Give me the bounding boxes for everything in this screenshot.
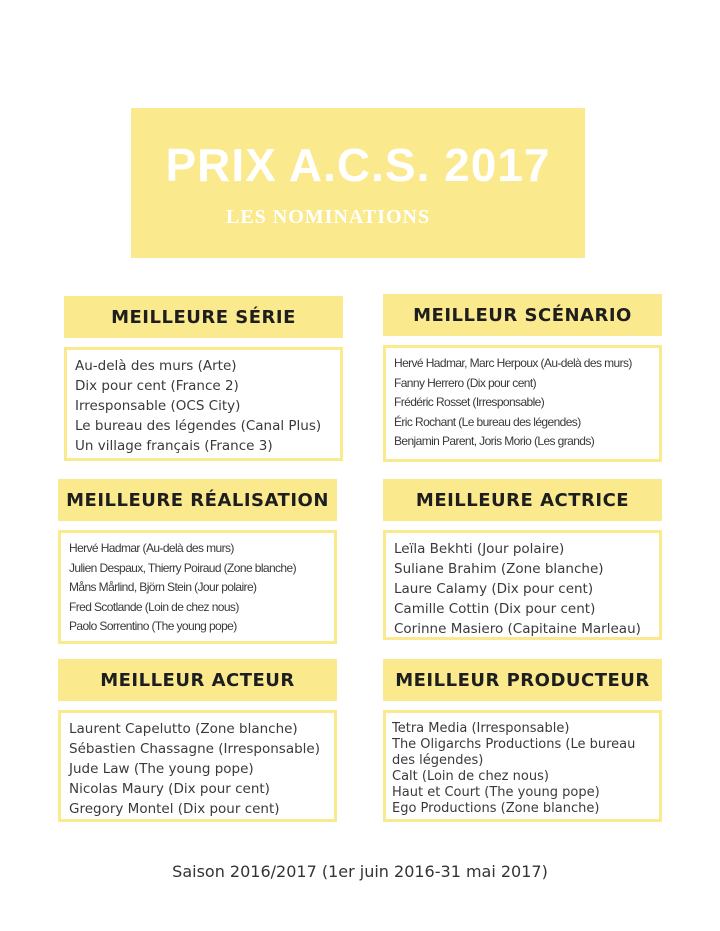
list-item: Sébastien Chassagne (Irresponsable) xyxy=(69,741,321,757)
list-item: Un village français (France 3) xyxy=(75,438,273,454)
list-item: Julien Despaux, Thierry Poiraud (Zone blanche) xyxy=(69,560,296,575)
list-item: Dix pour cent (France 2) xyxy=(75,378,239,394)
list-item: Au-delà des murs (Arte) xyxy=(75,358,237,374)
category-header-scenario: MEILLEUR SCÉNARIO xyxy=(383,294,662,336)
list-item: Corinne Masiero (Capitaine Marleau) xyxy=(394,621,641,637)
list-item: Benjamin Parent, Joris Morio (Les grands) xyxy=(394,434,595,448)
list-item: Suliane Brahim (Zone blanche) xyxy=(394,561,604,577)
list-item: The Oligarchs Productions (Le bureau des légendes) xyxy=(392,737,636,768)
list-item: Haut et Court (The young pope) xyxy=(392,785,600,800)
list-item: Gregory Montel (Dix pour cent) xyxy=(69,801,280,817)
list-item: Tetra Media (Irresponsable) xyxy=(392,721,570,736)
list-item: Laure Calamy (Dix pour cent) xyxy=(394,581,594,597)
category-header-producteur: MEILLEUR PRODUCTEUR xyxy=(383,659,662,701)
list-item: Hervé Hadmar (Au-delà des murs) xyxy=(69,541,234,555)
category-list-serie xyxy=(64,347,343,461)
list-item: Irresponsable (OCS City) xyxy=(75,398,241,414)
list-item: Leïla Bekhti (Jour polaire) xyxy=(394,541,565,557)
category-list-scenario xyxy=(383,345,662,462)
list-item: Nicolas Maury (Dix pour cent) xyxy=(69,781,270,797)
list-item: Fanny Herrero (Dix pour cent) xyxy=(394,375,536,390)
category-header-actrice: MEILLEURE ACTRICE xyxy=(383,479,662,521)
list-item: Calt (Loin de chez nous) xyxy=(392,769,549,784)
category-header-serie: MEILLEURE SÉRIE xyxy=(64,296,343,338)
page-title: PRIX A.C.S. 2017 xyxy=(165,139,551,191)
list-item: Jude Law (The young pope) xyxy=(69,761,254,777)
list-item: Frédéric Rosset (Irresponsable) xyxy=(394,395,545,409)
list-item: Fred Scotlande (Loin de chez nous) xyxy=(69,599,239,614)
list-item: Hervé Hadmar, Marc Herpoux (Au-delà des murs) xyxy=(394,356,632,370)
category-header-realisation: MEILLEURE RÉALISATION xyxy=(58,479,337,521)
season-footer: Saison 2016/2017 (1er juin 2016-31 mai 2017) xyxy=(172,862,548,881)
page-subtitle: LES NOMINATIONS xyxy=(226,206,431,228)
list-item: Paolo Sorrentino (The young pope) xyxy=(69,619,237,633)
category-list-producteur xyxy=(383,710,662,822)
category-list-actrice xyxy=(383,530,662,640)
list-item: Ego Productions (Zone blanche) xyxy=(392,801,600,816)
list-item: Måns Mårlind, Björn Stein (Jour polaire) xyxy=(69,580,257,594)
list-item: Éric Rochant (Le bureau des légendes) xyxy=(394,414,581,429)
category-header-acteur: MEILLEUR ACTEUR xyxy=(58,659,337,701)
category-list-acteur xyxy=(58,710,337,822)
list-item: Laurent Capelutto (Zone blanche) xyxy=(69,721,298,737)
title-banner xyxy=(131,108,585,258)
list-item: Camille Cottin (Dix pour cent) xyxy=(394,601,596,617)
list-item: Le bureau des légendes (Canal Plus) xyxy=(75,418,322,434)
category-list-realisation xyxy=(58,530,337,644)
